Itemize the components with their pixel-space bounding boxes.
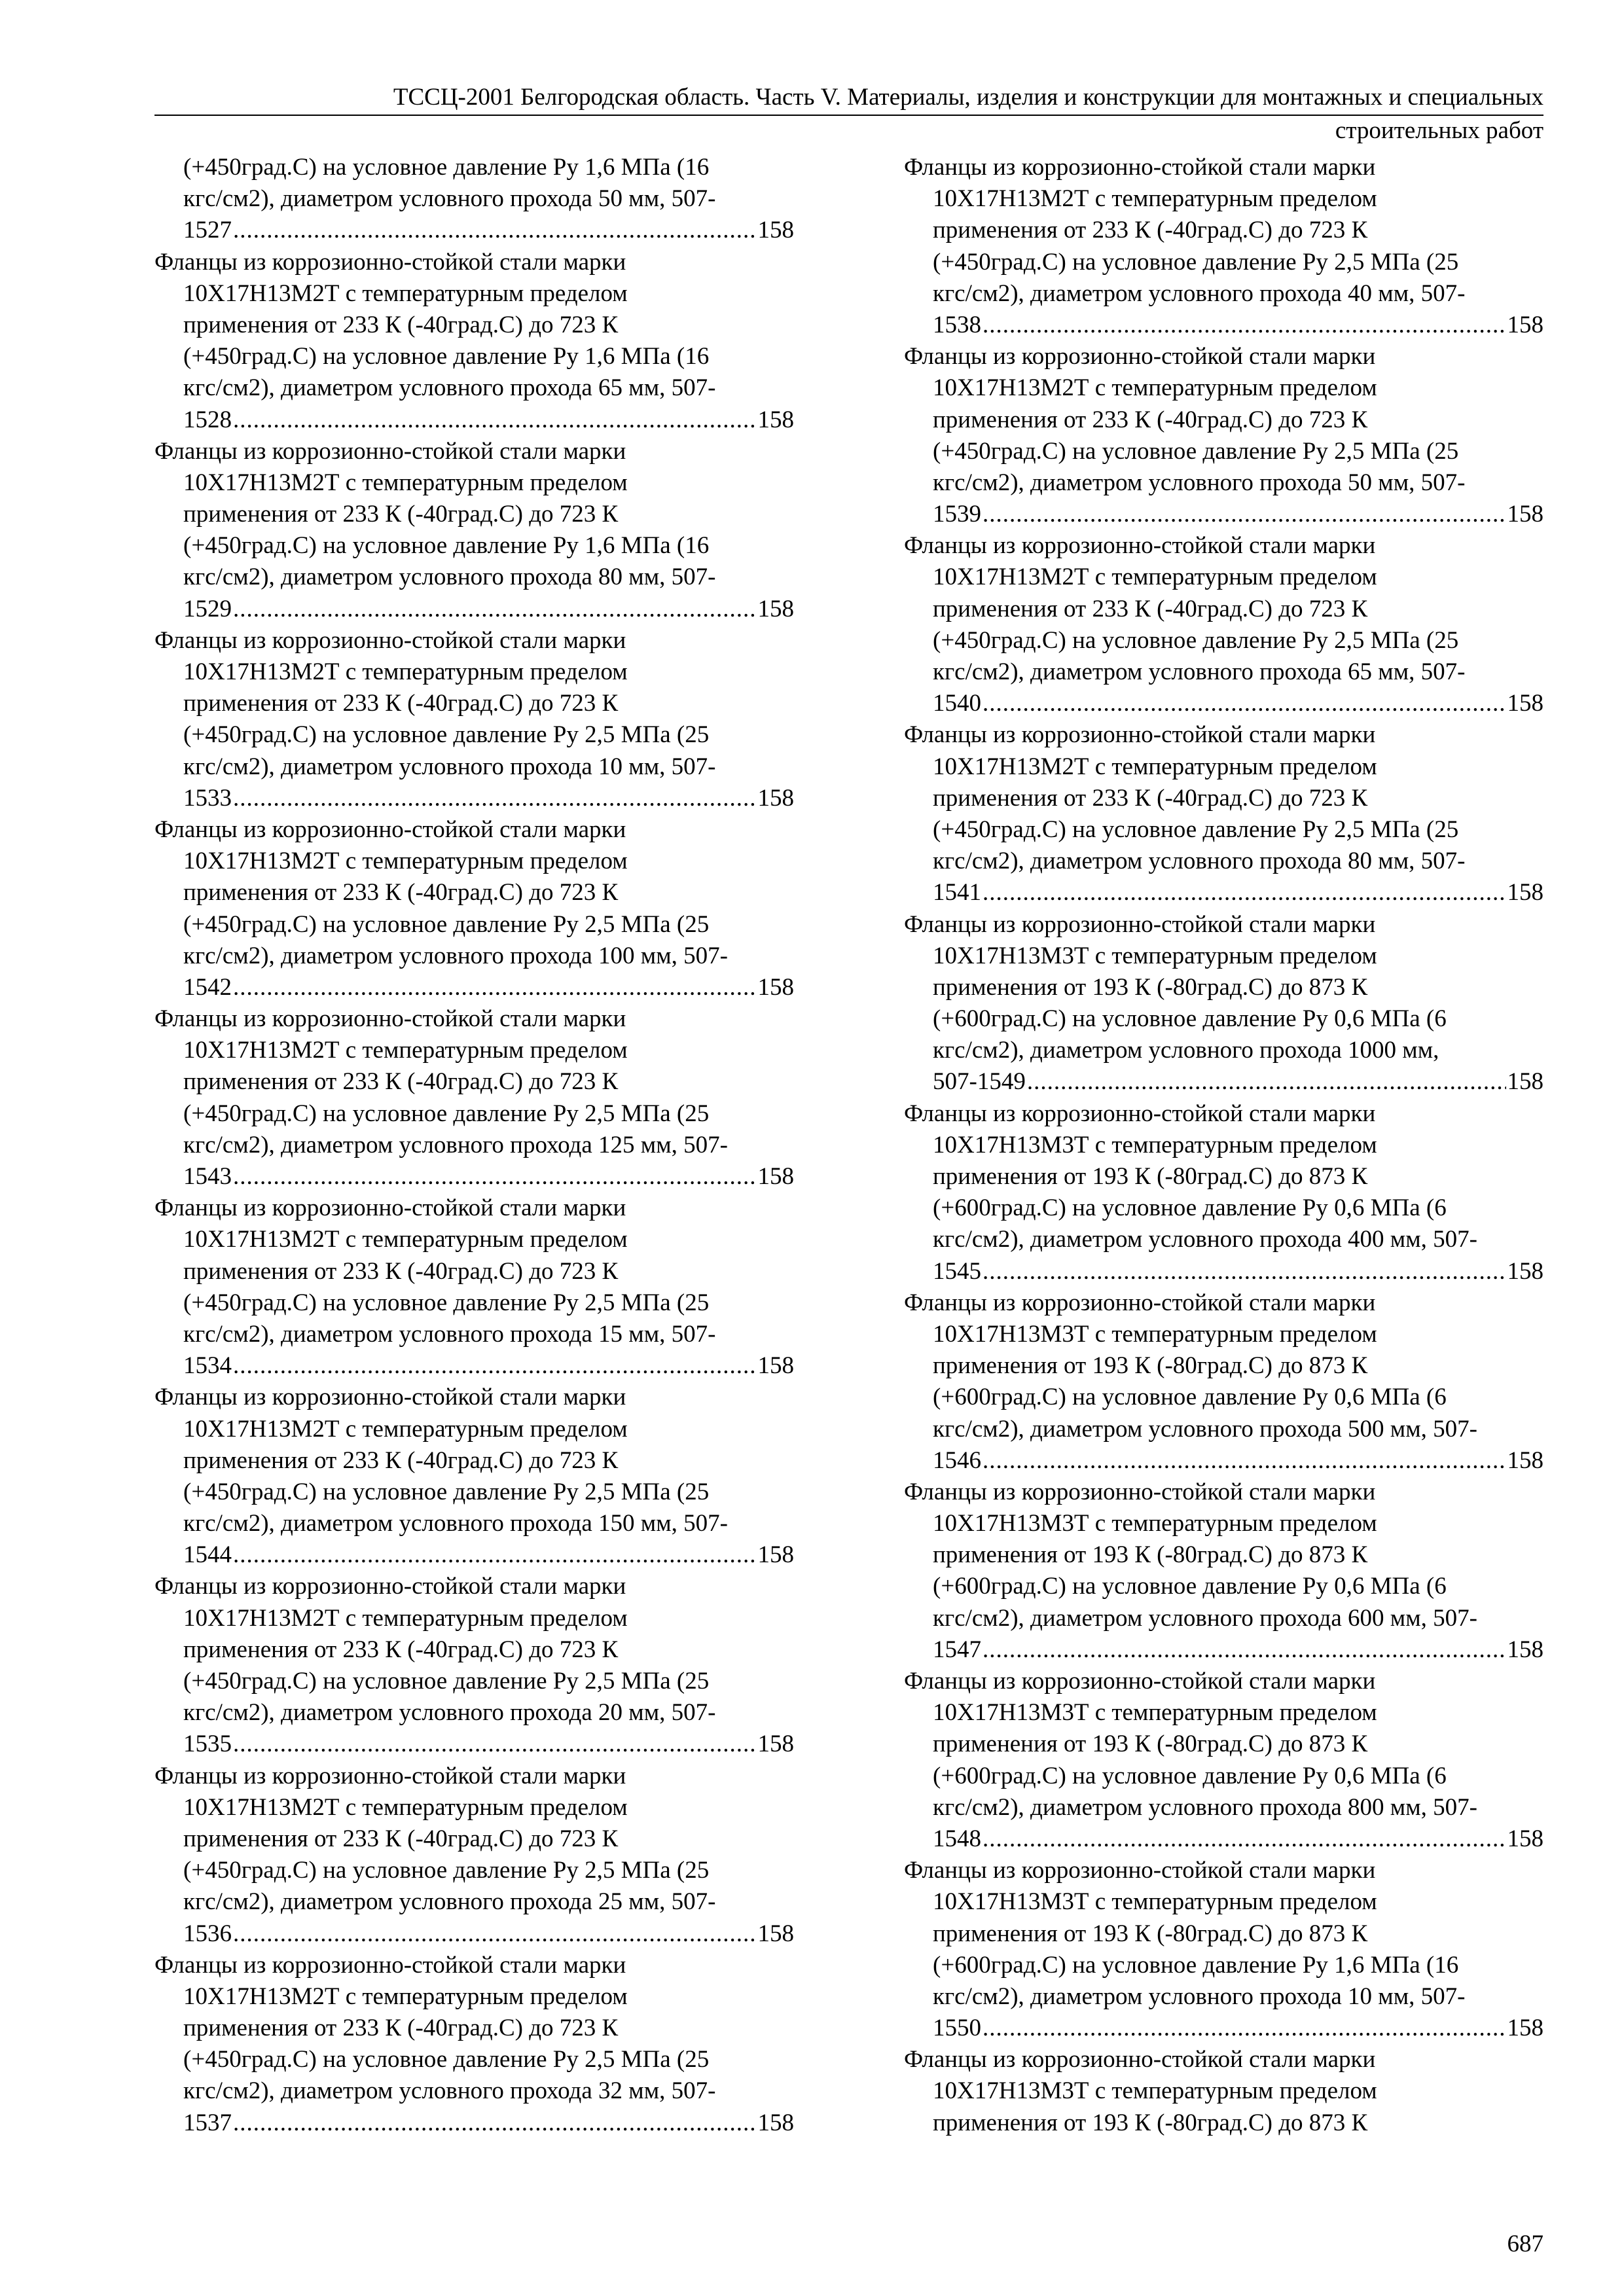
entry-text-line: (+600град.С) на условное давление Ру 0,6 МПа (6 — [933, 1194, 1447, 1222]
entry-text-line: кгс/см2), диаметром условного прохода 125 мм, 507- — [183, 1131, 728, 1158]
index-entry — [904, 530, 1543, 719]
entry-text-line: применения от 233 К (-40град.С) до 723 К — [933, 595, 1368, 622]
dot-leader — [983, 499, 1506, 530]
entry-page-number: 158 — [1507, 311, 1543, 338]
entry-text-line: 10Х17Н13М3Т с температурным пределом — [933, 1131, 1377, 1158]
entry-text-line: кгс/см2), диаметром условного прохода 32 мм, 507- — [183, 2077, 716, 2105]
entry-text-line: Фланцы из коррозионно-стойкой стали марки — [904, 154, 1376, 181]
running-header-continuation: строительных работ — [1335, 117, 1543, 144]
entry-page-number: 158 — [1507, 690, 1543, 717]
entry-code: 1542 — [183, 973, 232, 1001]
entry-code: 1527 — [183, 217, 232, 244]
entry-text-line: применения от 233 К (-40град.С) до 723 К — [183, 501, 619, 528]
entry-text-line: Фланцы из коррозионно-стойкой стали марки — [154, 1194, 626, 1222]
entry-text-line: применения от 193 К (-80град.С) до 873 К — [933, 1920, 1368, 1947]
entry-text-line: применения от 233 К (-40град.С) до 723 К — [933, 406, 1368, 433]
entry-last-line — [154, 2108, 794, 2139]
dot-leader — [983, 2013, 1506, 2044]
dot-leader — [233, 1539, 757, 1571]
entry-code: 1540 — [933, 690, 981, 717]
entry-text-line: Фланцы из коррозионно-стойкой стали марки — [904, 1100, 1376, 1127]
entry-text-line: применения от 233 К (-40град.С) до 723 К — [183, 1446, 619, 1474]
dot-leader — [1027, 1066, 1506, 1098]
dot-leader — [983, 310, 1506, 341]
entry-text-line: Фланцы из коррозионно-стойкой стали марки — [154, 626, 626, 654]
entry-last-line — [904, 2013, 1543, 2044]
dot-leader — [983, 1634, 1506, 1666]
entry-text-line: (+450град.С) на условное давление Ру 1,6 МПа (16 — [183, 154, 710, 181]
index-entry — [904, 1477, 1543, 1666]
entry-text-line: 10Х17Н13М3Т с температурным пределом — [933, 1699, 1377, 1727]
entry-code: 1544 — [183, 1541, 232, 1569]
entry-code: 1535 — [183, 1731, 232, 1758]
entry-code: 1545 — [933, 1257, 981, 1285]
entry-text-line: Фланцы из коррозионно-стойкой стали марки — [154, 1573, 626, 1600]
entry-text-line: Фланцы из коррозионно-стойкой стали марки — [904, 2046, 1376, 2073]
index-entry — [904, 2044, 1543, 2139]
index-column-left — [154, 152, 794, 2139]
index-entry — [904, 341, 1543, 530]
index-entry — [154, 1003, 794, 1193]
entry-text-line: (+600град.С) на условное давление Ру 0,6 МПа (6 — [933, 1762, 1447, 1789]
entry-text-line: кгс/см2), диаметром условного прохода 10 мм, 507- — [933, 1982, 1466, 2010]
entry-text-line: 10Х17Н13М3Т с температурным пределом — [933, 1320, 1377, 1348]
entry-text-line: 10Х17Н13М3Т с температурным пределом — [933, 1888, 1377, 1916]
dot-leader — [233, 1729, 757, 1760]
entry-last-line — [904, 1256, 1543, 1287]
entry-last-line — [154, 215, 794, 246]
entry-text-line: применения от 233 К (-40град.С) до 723 К — [183, 690, 619, 717]
entry-text-line: (+600град.С) на условное давление Ру 1,6 МПа (16 — [933, 1951, 1459, 1979]
entry-page-number: 158 — [1507, 1825, 1543, 1852]
entry-text-line: (+450град.С) на условное давление Ру 2,5 МПа (25 — [183, 1857, 710, 1884]
entry-text-line: кгс/см2), диаметром условного прохода 50 мм, 507- — [933, 469, 1466, 496]
index-column-right — [904, 152, 1543, 2139]
entry-text-line: (+450град.С) на условное давление Ру 1,6 МПа (16 — [183, 343, 710, 370]
index-entry — [154, 625, 794, 814]
entry-text-line: кгс/см2), диаметром условного прохода 10 мм, 507- — [183, 753, 716, 780]
entry-text-line: (+450град.С) на условное давление Ру 2,5 МПа (25 — [183, 721, 710, 749]
entry-last-line — [154, 594, 794, 625]
entry-text-line: Фланцы из коррозионно-стойкой стали марки — [154, 816, 626, 843]
entry-text-line: 10Х17Н13М2Т с температурным пределом — [183, 1604, 628, 1632]
entry-text-line: Фланцы из коррозионно-стойкой стали марки — [904, 343, 1376, 370]
dot-leader — [233, 404, 757, 436]
entry-text-line: (+600град.С) на условное давление Ру 0,6 МПа (6 — [933, 1573, 1447, 1600]
dot-leader — [983, 688, 1506, 719]
entry-text-line: (+600град.С) на условное давление Ру 0,6 МПа (6 — [933, 1384, 1447, 1411]
entry-text-line: (+450град.С) на условное давление Ру 2,5 МПа (25 — [933, 626, 1459, 654]
entry-text-line: применения от 233 К (-40град.С) до 723 К — [183, 311, 619, 338]
entry-text-line: (+450град.С) на условное давление Ру 2,5 МПа (25 — [183, 1668, 710, 1695]
entry-text-line: 10Х17Н13М2Т с температурным пределом — [183, 848, 628, 875]
entry-text-line: кгс/см2), диаметром условного прохода 65 мм, 507- — [183, 374, 716, 402]
entry-text-line: (+450град.С) на условное давление Ру 2,5 МПа (25 — [933, 816, 1459, 843]
entry-text-line: 10Х17Н13М3Т с температурным пределом — [933, 2077, 1377, 2105]
entry-code: 1550 — [933, 2015, 981, 2042]
entry-code: 1538 — [933, 311, 981, 338]
entry-last-line — [904, 1445, 1543, 1477]
index-entry — [904, 1666, 1543, 1855]
entry-code: 1528 — [183, 406, 232, 433]
entry-code: 1533 — [183, 784, 232, 812]
entry-text-line: 10Х17Н13М2Т с температурным пределом — [933, 185, 1377, 213]
entry-page-number: 158 — [757, 1731, 794, 1758]
page-number: 687 — [1507, 2231, 1543, 2257]
entry-text-line: 10Х17Н13М3Т с температурным пределом — [933, 1510, 1377, 1537]
dot-leader — [983, 1445, 1506, 1477]
entry-page-number: 158 — [1507, 1068, 1543, 1096]
entry-text-line: Фланцы из коррозионно-стойкой стали марки — [154, 1005, 626, 1033]
entry-text-line: 10Х17Н13М2Т с температурным пределом — [183, 1037, 628, 1064]
entry-text-line: (+450град.С) на условное давление Ру 2,5 МПа (25 — [183, 1478, 710, 1505]
entry-text-line: применения от 193 К (-80град.С) до 873 К — [933, 1731, 1368, 1758]
entry-code: 1546 — [933, 1446, 981, 1474]
entry-text-line: кгс/см2), диаметром условного прохода 80 мм, 507- — [183, 564, 716, 591]
index-entry — [154, 814, 794, 1003]
entry-last-line — [154, 1918, 794, 1950]
entry-text-line: (+600град.С) на условное давление Ру 0,6 МПа (6 — [933, 1005, 1447, 1033]
entry-text-line: Фланцы из коррозионно-стойкой стали марки — [904, 721, 1376, 749]
entry-page-number: 158 — [1507, 1636, 1543, 1663]
entry-text-line: кгс/см2), диаметром условного прохода 600 мм, 507- — [933, 1604, 1477, 1632]
entry-text-line: Фланцы из коррозионно-стойкой стали марки — [904, 1289, 1376, 1316]
entry-text-line: кгс/см2), диаметром условного прохода 100 мм, 507- — [183, 942, 728, 969]
entry-text-line: (+450град.С) на условное давление Ру 2,5 МПа (25 — [933, 248, 1459, 276]
entry-code: 1543 — [183, 1163, 232, 1190]
entry-code: 1547 — [933, 1636, 981, 1663]
entry-text-line: кгс/см2), диаметром условного прохода 400 мм, 507- — [933, 1226, 1477, 1253]
entry-last-line — [154, 404, 794, 436]
entry-text-line: (+450град.С) на условное давление Ру 2,5 МПа (25 — [183, 2046, 710, 2073]
index-entry — [154, 1950, 794, 2139]
entry-page-number: 158 — [757, 1920, 794, 1947]
entry-text-line: Фланцы из коррозионно-стойкой стали марки — [154, 437, 626, 465]
entry-text-line: 10Х17Н13М2Т с температурным пределом — [933, 374, 1377, 402]
entry-text-line: (+450град.С) на условное давление Ру 2,5 МПа (25 — [183, 1289, 710, 1316]
entry-text-line: Фланцы из коррозионно-стойкой стали марки — [154, 1951, 626, 1979]
entry-text-line: кгс/см2), диаметром условного прохода 50 мм, 507- — [183, 185, 716, 213]
entry-page-number: 158 — [757, 784, 794, 812]
index-entry — [904, 719, 1543, 908]
entry-text-line: применения от 233 К (-40град.С) до 723 К — [183, 1068, 619, 1096]
entry-last-line — [904, 310, 1543, 341]
entry-page-number: 158 — [757, 406, 794, 433]
entry-text-line: применения от 233 К (-40град.С) до 723 К — [933, 784, 1368, 812]
entry-text-line: Фланцы из коррозионно-стойкой стали марки — [904, 1857, 1376, 1884]
dot-leader — [233, 215, 757, 246]
entry-text-line: применения от 233 К (-40град.С) до 723 К — [183, 1636, 619, 1663]
dot-leader — [233, 783, 757, 814]
entry-page-number: 158 — [757, 1541, 794, 1569]
entry-page-number: 158 — [1507, 2015, 1543, 2042]
entry-text-line: кгс/см2), диаметром условного прохода 800 мм, 507- — [933, 1793, 1477, 1821]
entry-last-line — [904, 1066, 1543, 1098]
entry-last-line — [154, 1161, 794, 1193]
entry-text-line: кгс/см2), диаметром условного прохода 15 мм, 507- — [183, 1320, 716, 1348]
dot-leader — [233, 1161, 757, 1193]
index-entry — [154, 1193, 794, 1382]
dot-leader — [233, 2108, 757, 2139]
index-entry — [154, 152, 794, 247]
entry-page-number: 158 — [1507, 1257, 1543, 1285]
index-entry — [154, 1382, 794, 1571]
entry-text-line: кгс/см2), диаметром условного прохода 1000 мм, — [933, 1037, 1439, 1064]
entry-text-line: кгс/см2), диаметром условного прохода 65 мм, 507- — [933, 658, 1466, 685]
entry-text-line: (+450град.С) на условное давление Ру 2,5 МПа (25 — [933, 437, 1459, 465]
entry-text-line: 10Х17Н13М2Т с температурным пределом — [183, 1415, 628, 1443]
entry-text-line: применения от 193 К (-80град.С) до 873 К — [933, 2109, 1368, 2136]
entry-text-line: применения от 193 К (-80град.С) до 873 К — [933, 1352, 1368, 1380]
entry-text-line: Фланцы из коррозионно-стойкой стали марки — [154, 1762, 626, 1789]
entry-text-line: 10Х17Н13М2Т с температурным пределом — [933, 564, 1377, 591]
entry-text-line: кгс/см2), диаметром условного прохода 150 мм, 507- — [183, 1510, 728, 1537]
running-header: ТССЦ-2001 Белгородская область. Часть V. Материалы, изделия и конструкции для монтажных и специальных — [393, 84, 1543, 111]
dot-leader — [233, 594, 757, 625]
entry-text-line: 10Х17Н13М2Т с температурным пределом — [183, 658, 628, 685]
entry-text-line: применения от 193 К (-80град.С) до 873 К — [933, 1163, 1368, 1190]
index-entry — [154, 1571, 794, 1760]
dot-leader — [233, 1350, 757, 1382]
entry-text-line: 10Х17Н13М2Т с температурным пределом — [183, 1226, 628, 1253]
entry-text-line: применения от 193 К (-80град.С) до 873 К — [933, 1541, 1368, 1569]
entry-last-line — [904, 688, 1543, 719]
index-entry — [904, 1287, 1543, 1477]
entry-text-line: применения от 233 К (-40град.С) до 723 К — [183, 1257, 619, 1285]
entry-last-line — [154, 1729, 794, 1760]
entry-page-number: 158 — [757, 1352, 794, 1380]
dot-leader — [233, 972, 757, 1003]
entry-last-line — [904, 1823, 1543, 1855]
entry-text-line: Фланцы из коррозионно-стойкой стали марки — [904, 910, 1376, 938]
entry-page-number: 158 — [757, 2109, 794, 2136]
index-entry — [904, 1855, 1543, 2044]
entry-last-line — [904, 877, 1543, 908]
entry-text-line: Фланцы из коррозионно-стойкой стали марки — [154, 1384, 626, 1411]
entry-text-line: (+450град.С) на условное давление Ру 2,5 МПа (25 — [183, 910, 710, 938]
entry-text-line: кгс/см2), диаметром условного прохода 500 мм, 507- — [933, 1415, 1477, 1443]
entry-text-line: 10Х17Н13М2Т с температурным пределом — [183, 1982, 628, 2010]
index-entry — [154, 1761, 794, 1950]
entry-text-line: Фланцы из коррозионно-стойкой стали марки — [154, 248, 626, 276]
index-entry — [154, 247, 794, 436]
dot-leader — [983, 877, 1506, 908]
index-entry — [904, 909, 1543, 1098]
entry-text-line: применения от 233 К (-40град.С) до 723 К — [183, 2015, 619, 2042]
entry-page-number: 158 — [1507, 879, 1543, 906]
entry-page-number: 158 — [757, 217, 794, 244]
entry-code: 1536 — [183, 1920, 232, 1947]
entry-code: 1548 — [933, 1825, 981, 1852]
entry-text-line: кгс/см2), диаметром условного прохода 25 мм, 507- — [183, 1888, 716, 1916]
entry-code: 1541 — [933, 879, 981, 906]
entry-last-line — [154, 1350, 794, 1382]
entry-text-line: 10Х17Н13М3Т с температурным пределом — [933, 942, 1377, 969]
entry-text-line: 10Х17Н13М2Т с температурным пределом — [183, 279, 628, 307]
entry-text-line: 10Х17Н13М2Т с температурным пределом — [183, 1793, 628, 1821]
entry-text-line: Фланцы из коррозионно-стойкой стали марки — [904, 532, 1376, 560]
entry-page-number: 158 — [757, 595, 794, 622]
entry-code: 1537 — [183, 2109, 232, 2136]
entry-text-line: кгс/см2), диаметром условного прохода 20 мм, 507- — [183, 1699, 716, 1727]
entry-text-line: применения от 233 К (-40град.С) до 723 К — [933, 217, 1368, 244]
entry-text-line: Фланцы из коррозионно-стойкой стали марки — [904, 1478, 1376, 1505]
entry-code: 1534 — [183, 1352, 232, 1380]
entry-code: 507-1549 — [933, 1068, 1026, 1096]
entry-text-line: 10Х17Н13М2Т с температурным пределом — [933, 753, 1377, 780]
entry-last-line — [154, 972, 794, 1003]
entry-last-line — [154, 783, 794, 814]
entry-page-number: 158 — [757, 1163, 794, 1190]
entry-last-line — [904, 1634, 1543, 1666]
entry-text-line: (+450град.С) на условное давление Ру 1,6 МПа (16 — [183, 532, 710, 560]
entry-page-number: 158 — [757, 973, 794, 1001]
index-entry — [154, 436, 794, 625]
entry-text-line: кгс/см2), диаметром условного прохода 80 мм, 507- — [933, 848, 1466, 875]
entry-text-line: применения от 233 К (-40град.С) до 723 К — [183, 879, 619, 906]
entry-text-line: применения от 233 К (-40град.С) до 723 К — [183, 1825, 619, 1852]
entry-code: 1529 — [183, 595, 232, 622]
entry-code: 1539 — [933, 501, 981, 528]
entry-text-line: (+450град.С) на условное давление Ру 2,5 МПа (25 — [183, 1100, 710, 1127]
dot-leader — [983, 1823, 1506, 1855]
dot-leader — [983, 1256, 1506, 1287]
entry-text-line: кгс/см2), диаметром условного прохода 40 мм, 507- — [933, 279, 1466, 307]
entry-text-line: Фланцы из коррозионно-стойкой стали марки — [904, 1668, 1376, 1695]
index-entry — [904, 152, 1543, 341]
entry-text-line: применения от 193 К (-80град.С) до 873 К — [933, 973, 1368, 1001]
entry-page-number: 158 — [1507, 1446, 1543, 1474]
entry-last-line — [904, 499, 1543, 530]
entry-text-line: 10Х17Н13М2Т с температурным пределом — [183, 469, 628, 496]
entry-last-line — [154, 1539, 794, 1571]
dot-leader — [233, 1918, 757, 1950]
index-entry — [904, 1098, 1543, 1287]
entry-page-number: 158 — [1507, 501, 1543, 528]
